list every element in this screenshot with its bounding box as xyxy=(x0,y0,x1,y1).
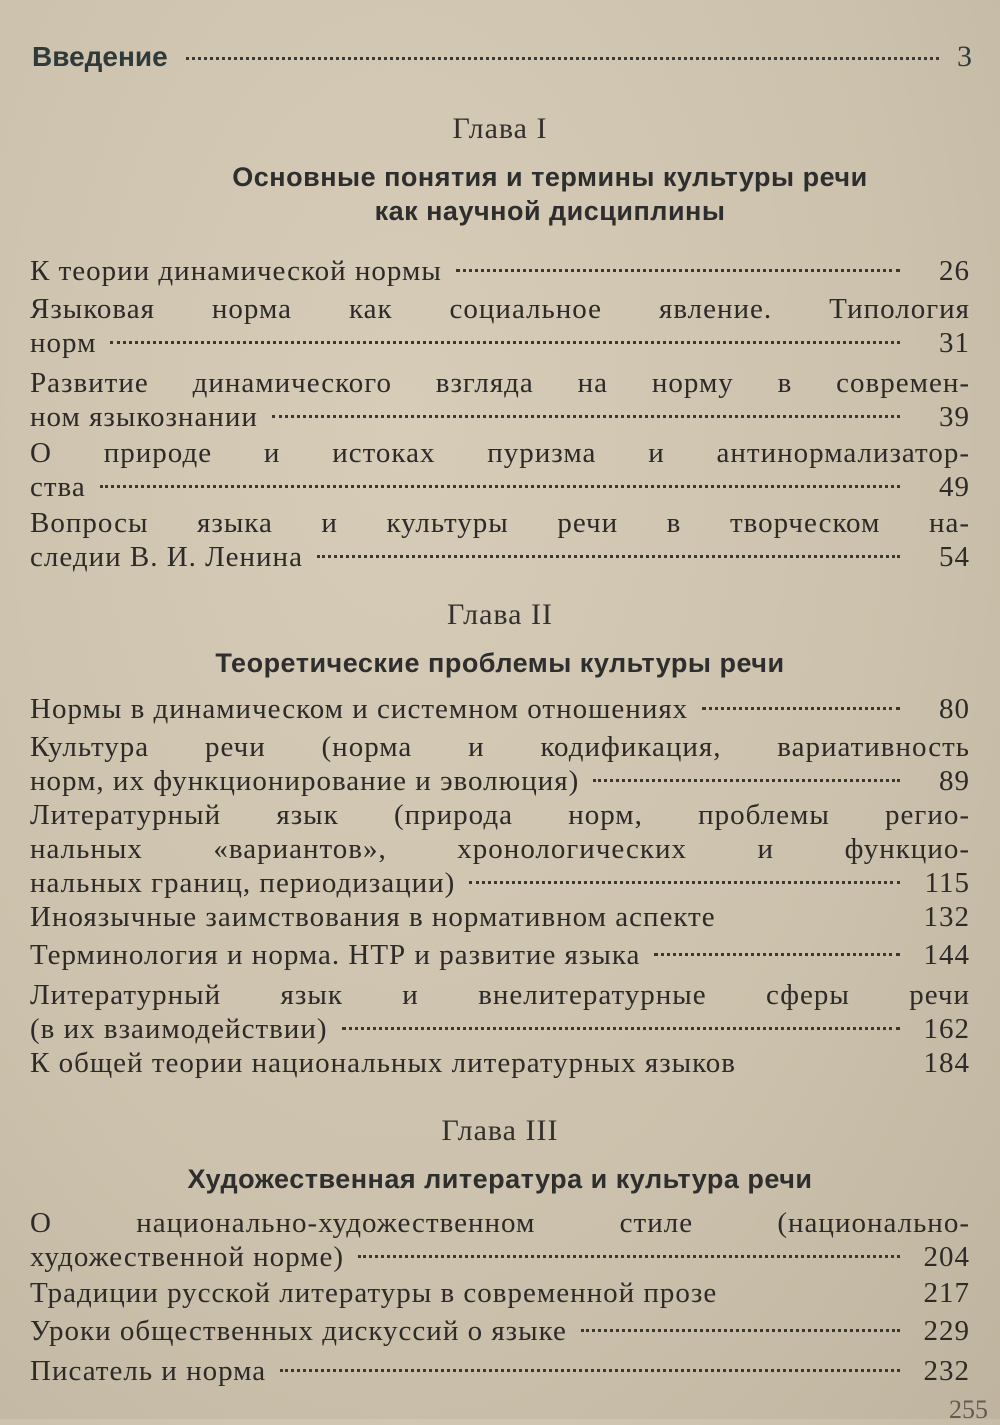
chapter-3-title xyxy=(100,1162,900,1196)
chapter-1-title-line: как научной дисциплины xyxy=(374,196,726,226)
chapter-3-heading: Глава III xyxy=(441,1114,559,1147)
entry-text: Вопросы языка и культуры речи в творческом на- xyxy=(30,507,970,539)
toc-entry xyxy=(30,692,970,726)
toc-entry xyxy=(30,1206,970,1274)
entry-page-number: 49 xyxy=(939,471,970,503)
dot-leader xyxy=(342,1027,900,1030)
chapter-2-title-line: Теоретические проблемы культуры речи xyxy=(215,648,785,678)
intro-page-number: 3 xyxy=(957,40,972,73)
chapter-1-title-line: Основные понятия и термины культуры речи xyxy=(232,162,868,192)
entry-text: Развитие динамического взгляда на норму в современ- xyxy=(30,367,970,399)
dot-leader xyxy=(581,1329,900,1332)
dot-leader xyxy=(469,881,900,884)
toc-entry xyxy=(30,1046,970,1080)
entry-text: Литературный язык и внелитературные сферы речи xyxy=(30,979,970,1011)
chapter-3-title-line: Художественная литература и культура речи xyxy=(187,1164,813,1194)
entry-text: Уроки общественных дискуссий о языке xyxy=(30,1315,567,1347)
entry-page-number: 54 xyxy=(939,541,970,573)
entry-text: Нормы в динамическом и системном отношениях xyxy=(30,693,689,725)
toc-entry xyxy=(30,900,970,934)
entry-text: (в их взаимодействии) xyxy=(30,1013,328,1045)
chapter-1-title xyxy=(180,160,920,228)
entry-page-number: 80 xyxy=(939,693,970,725)
entry-page-number: 232 xyxy=(923,1355,970,1387)
entry-page-number: 26 xyxy=(939,255,970,287)
entry-text: нальных «вариантов», хронологических и функцио- xyxy=(30,833,970,865)
entry-page-number: 144 xyxy=(923,939,970,971)
entry-text: Языковая норма как социальное явление. Типология xyxy=(30,293,970,325)
entry-text: ства xyxy=(30,471,86,503)
chapter-2-heading: Глава II xyxy=(447,598,553,631)
entry-page-number: 184 xyxy=(923,1047,970,1079)
intro-entry xyxy=(32,40,972,74)
entry-page-number: 204 xyxy=(923,1241,970,1273)
entry-page-number: 39 xyxy=(939,401,970,433)
entry-page-number: 31 xyxy=(939,327,970,359)
entry-text: К теории динамической нормы xyxy=(30,255,442,287)
entry-page-number: 89 xyxy=(939,765,970,797)
chapter-1-heading: Глава I xyxy=(452,112,548,145)
entry-text: О природе и истоках пуризма и антинормализатор- xyxy=(30,437,970,469)
toc-entry xyxy=(30,254,970,288)
dot-leader xyxy=(317,555,900,558)
toc-entry xyxy=(30,436,970,504)
entry-page-number: 162 xyxy=(923,1013,970,1045)
entry-page-number: 217 xyxy=(923,1277,970,1309)
toc-entry xyxy=(30,506,970,574)
entry-text: норм, их функционирование и эволюция) xyxy=(30,765,580,797)
entry-text: нальных границ, периодизации) xyxy=(30,867,456,899)
entry-text: художественной норме) xyxy=(30,1241,345,1273)
dot-leader xyxy=(280,1369,900,1372)
entry-text: К общей теории национальных литературных языков xyxy=(30,1047,736,1079)
chapter-2-title xyxy=(150,646,850,680)
entry-page-number: 229 xyxy=(923,1315,970,1347)
entry-text: следии В. И. Ленина xyxy=(30,541,303,573)
entry-text: ном языкознании xyxy=(30,401,258,433)
entry-text: Культура речи (норма и кодификация, вариативность xyxy=(30,731,970,763)
entry-text: норм xyxy=(30,327,97,359)
toc-entry xyxy=(30,1314,970,1348)
dot-leader xyxy=(358,1255,900,1258)
toc-entry xyxy=(30,938,970,972)
dot-leader xyxy=(654,953,900,956)
dot-leader xyxy=(456,269,900,272)
intro-label: Введение xyxy=(32,41,168,72)
toc-entry xyxy=(30,978,970,1046)
entry-text: Литературный язык (природа норм, проблемы регио- xyxy=(30,799,970,831)
dot-leader xyxy=(593,779,900,782)
toc-entry xyxy=(30,1276,970,1310)
page-corner-mark: 255 xyxy=(949,1395,988,1424)
toc-entry xyxy=(30,730,970,798)
dot-leader xyxy=(272,415,900,418)
entry-text: Писатель и норма xyxy=(30,1355,267,1387)
entry-text: О национально-художественном стиле (национально- xyxy=(30,1207,970,1239)
entry-text: Иноязычные заимствования в нормативном аспекте xyxy=(30,901,716,933)
dot-leader xyxy=(702,707,900,710)
dot-leader xyxy=(100,485,900,488)
entry-page-number: 132 xyxy=(923,901,970,933)
dot-leader xyxy=(110,341,900,344)
toc-entry xyxy=(30,292,970,360)
toc-entry xyxy=(30,1354,970,1388)
entry-text: Традиции русской литературы в современной прозе xyxy=(30,1277,718,1309)
entry-text: Терминология и норма. НТР и развитие языка xyxy=(30,939,641,971)
toc-entry xyxy=(30,366,970,434)
toc-entry xyxy=(30,798,970,900)
dot-leader xyxy=(186,57,939,60)
entry-page-number: 115 xyxy=(924,867,970,899)
